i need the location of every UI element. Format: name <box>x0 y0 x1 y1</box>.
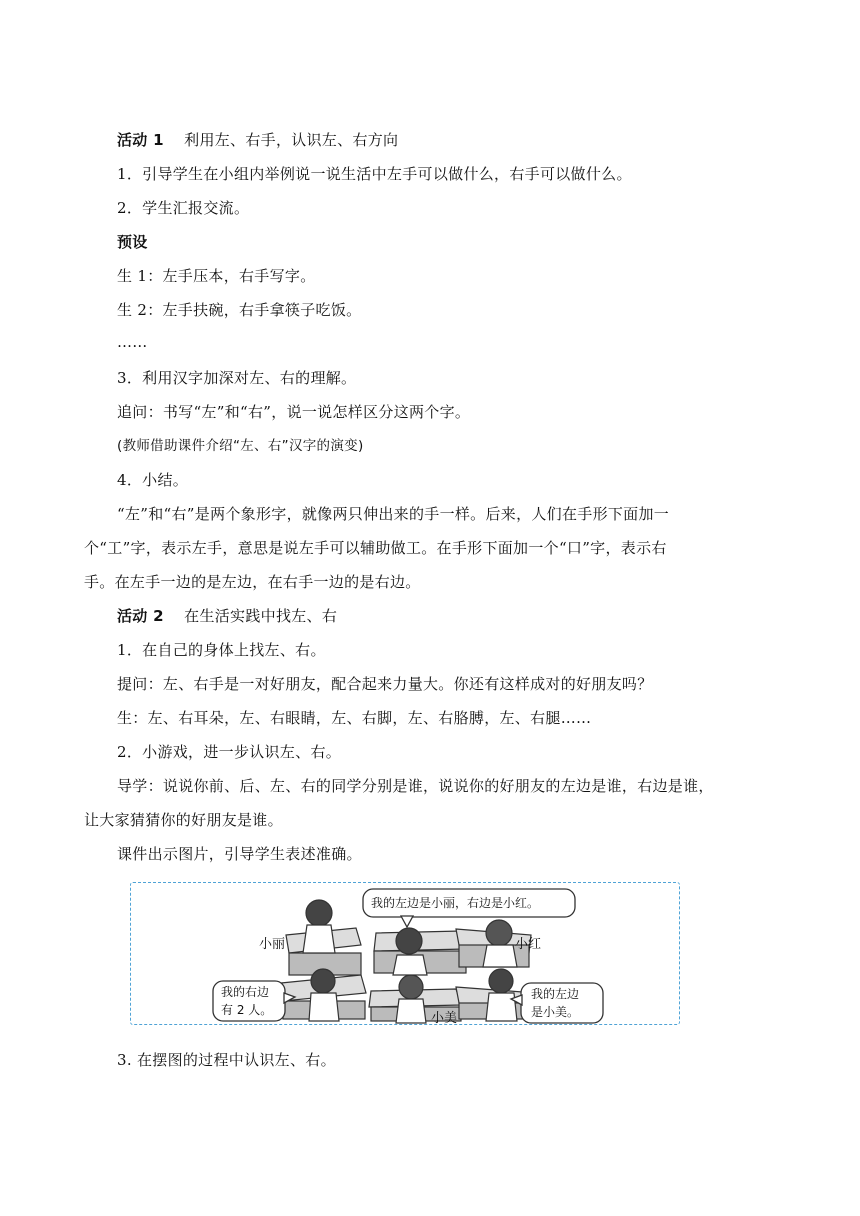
summary-line-2: 个“工”字，表示左手，意思是说左手可以辅助做工。在手形下面加一个“口”字，表示右 <box>84 539 667 557</box>
activity2-title: 在生活实践中找左、右 <box>184 607 338 625</box>
child-xiaoli-body <box>303 925 335 953</box>
paragraph-4: 4．小结。 <box>117 471 189 489</box>
bubble-right-text <box>531 985 579 1021</box>
paragraph-2: 2．学生汇报交流。 <box>117 199 250 217</box>
activity2-label: 活动 2 <box>117 607 164 625</box>
label-xiaohong: 小红 <box>515 937 542 952</box>
bubble-top-tail <box>401 916 413 927</box>
bubble-right-line-2: 是小美。 <box>531 1005 580 1019</box>
child-front-left-body <box>309 993 339 1021</box>
bubble-left-text <box>221 983 272 1019</box>
activity1-label: 活动 1 <box>117 131 164 149</box>
paragraph-7: 3. 在摆图的过程中认识左、右。 <box>117 1051 336 1069</box>
label-xiaomei: 小美 <box>431 1011 458 1026</box>
label-xiaoli: 小丽 <box>259 937 286 952</box>
courseware-note: 课件出示图片，引导学生表述准确。 <box>117 845 362 863</box>
follow-up-question: 追问：书写“左”和“右”，说一说怎样区分这两个字。 <box>117 403 471 421</box>
activity2-heading <box>117 606 337 626</box>
student-1: 生 1：左手压本，右手写字。 <box>117 267 316 285</box>
bubble-right-line-1: 我的左边 <box>531 987 580 1001</box>
classroom-illustration <box>130 882 680 1025</box>
student-2: 生 2：左手扶碗，右手拿筷子吃饭。 <box>117 301 362 319</box>
question: 提问：左、右手是一对好朋友，配合起来力量大。你还有这样成对的好朋友吗？ <box>117 675 653 693</box>
bubble-left-line-1: 我的右边 <box>221 985 270 999</box>
guide-line-1: 导学：说说你前、后、左、右的同学分别是谁，说说你的好朋友的左边是谁，右边是谁， <box>117 777 714 795</box>
summary-line-3: 手。在左手一边的是左边，在右手一边的是右边。 <box>84 573 421 591</box>
paragraph-5: 1．在自己的身体上找左、右。 <box>117 641 326 659</box>
bubble-left-line-2: 有 2 人。 <box>221 1003 273 1017</box>
child-center-head <box>396 928 422 954</box>
ellipsis: …… <box>117 333 148 351</box>
summary-line-1: “左”和“右”是两个象形字，就像两只伸出来的手一样。后来，人们在手形下面加一 <box>117 505 670 523</box>
child-xiaohong-head <box>486 920 512 946</box>
child-xiaomei-head <box>399 975 423 999</box>
paragraph-1: 1．引导学生在小组内举例说一说生活中左手可以做什么，右手可以做什么。 <box>117 165 632 183</box>
child-front-right-head <box>489 969 513 993</box>
child-front-left-head <box>311 969 335 993</box>
teacher-note: (教师借助课件介绍“左、右”汉字的演变) <box>117 438 364 454</box>
child-xiaohong-body <box>483 945 517 967</box>
guide-line-2: 让大家猜猜你的好朋友是谁。 <box>84 811 283 829</box>
student-answer: 生：左、右耳朵，左、右眼睛，左、右脚，左、右胳膊，左、右腿…… <box>117 709 592 727</box>
paragraph-3: 3．利用汉字加深对左、右的理解。 <box>117 369 357 387</box>
child-front-right-body <box>486 993 517 1021</box>
activity1-heading <box>117 130 398 150</box>
child-xiaoli-head <box>306 900 332 926</box>
child-center-body <box>393 955 427 975</box>
bubble-top-text: 我的左边是小丽，右边是小红。 <box>371 896 540 910</box>
child-xiaomei-body <box>396 999 426 1023</box>
activity1-title: 利用左、右手，认识左、右方向 <box>184 131 399 149</box>
preset-heading: 预设 <box>117 233 148 251</box>
paragraph-6: 2．小游戏，进一步认识左、右。 <box>117 743 342 761</box>
